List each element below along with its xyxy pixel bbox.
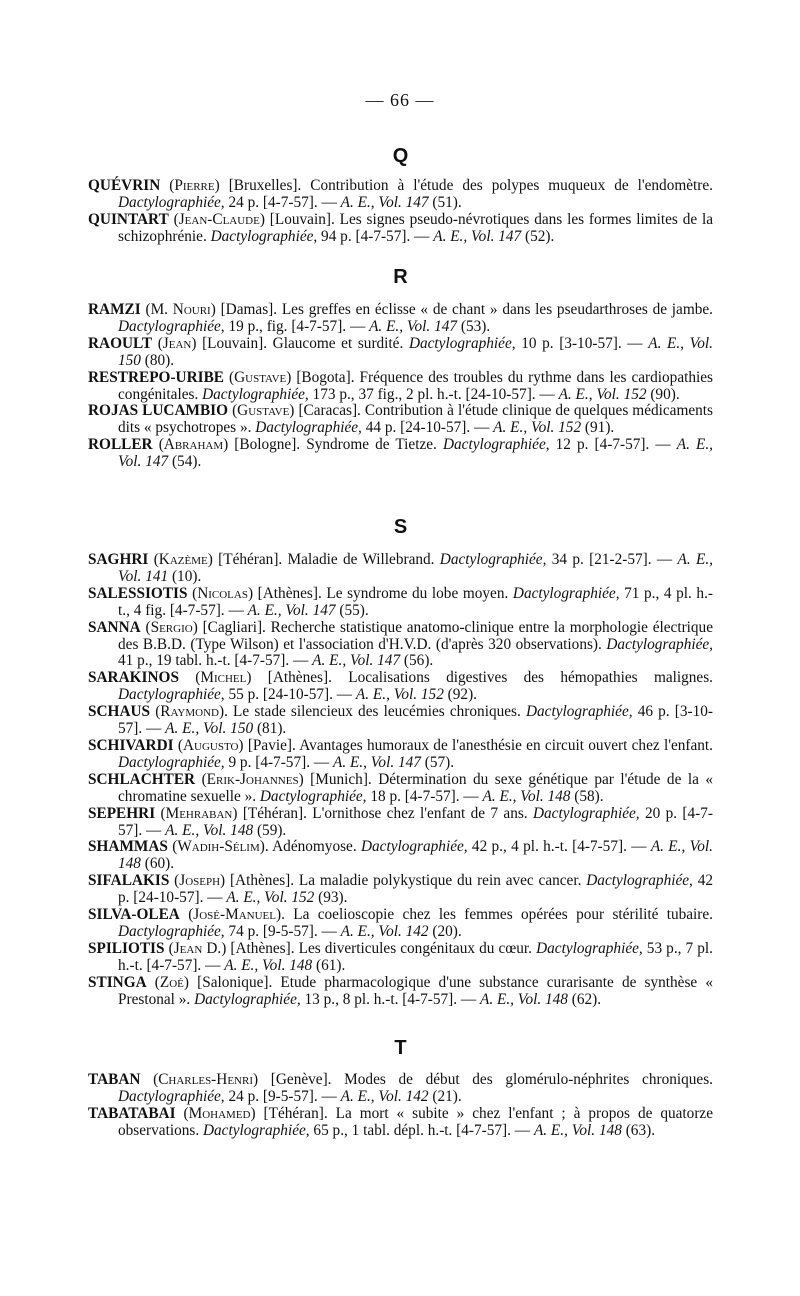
bibliography-entry: RAOULT (Jean) [Louvain]. Glaucome et surdité. Dactylographiée, 10 p. [3-10-57]. — A. E., Vol. 150 (80). [88,334,714,369]
bibliography-entry: TABAN (Charles-Henri) [Genève]. Modes de début des glomérulo-néphrites chroniques. Dactylographiée, 24 p. [9-5-57]. — A. E., Vol. 142 (21). [88,1071,713,1105]
section-s [88,516,713,539]
bibliography-entry: SARAKINOS (Michel) [Athènes]. Localisations digestives des hémopathies malignes. Dactylographiée, 55 p. [24-10-57]. — A. E., Vol. 152 (92). [88,669,713,704]
bibliography-entry: RESTREPO-URIBE (Gustave) [Bogota]. Fréquence des troubles du rythme dans les cardiopathies congénitales. Dactylographiée, 173 p., 37 fig., 2 pl. h.-t. [24-10-57]. — A. E., Vol. 152 (90). [88,368,714,403]
section-letter: S [393,516,408,538]
bibliography-entry: ROJAS LUCAMBIO (Gustave) [Caracas]. Contribution à l'étude clinique de quelques médicaments dits « psychotropes ». Dactylographiée, 44 p. [24-10-57]. — A. E., Vol. 152 (91). [88,402,714,437]
section-t [88,1037,713,1060]
bibliography-entry: SEPEHRI (Mehraban) [Téhéran]. L'ornithose chez l'enfant de 7 ans. Dactylographiée, 20 p. [4-7-57]. — A. E., Vol. 148 (59). [88,804,713,839]
page-number: — 66 — [365,90,435,110]
section-letter: R [393,266,408,288]
bibliography-entry: QUINTART (Jean-Claude) [Louvain]. Les signes pseudo-névrotiques dans les formes limites de la schizophrénie. Dactylographiée, 94 p. [4-7-57]. — A. E., Vol. 147 (52). [88,210,713,245]
section-r [88,266,713,289]
bibliography-entry: SIFALAKIS (Joseph) [Athènes]. La maladie polykystique du rein avec cancer. Dactylographiée, 42 p. [24-10-57]. — A. E., Vol. 152 (93). [88,872,713,907]
entries-s [88,552,713,1008]
entries-r [88,302,713,471]
bibliography-entry: SPILIOTIS (Jean D.) [Athènes]. Les diverticules congénitaux du cœur. Dactylographiée, 53 p., 7 pl. h.-t. [4-7-57]. — A. E., Vol. 148 (61). [88,939,713,974]
bibliography-entry: TABATABAI (Mohamed) [Téhéran]. La mort « subite » chez l'enfant ; à propos de quatorze observations. Dactylographiée, 65 p., 1 tabl. dépl. h.-t. [4-7-57]. — A. E., Vol. 148 (63). [88,1104,714,1139]
bibliography-entry: SCHAUS (Raymond). Le stade silencieux des leucémies chroniques. Dactylographiée, 46 p. [3-10-57]. — A. E., Vol. 150 (81). [88,703,713,738]
bibliography-entry: STINGA (Zoé) [Salonique]. Etude pharmacologique d'une substance curarisante de synthèse « Prestonal ». Dactylographiée, 13 p., 8 pl. h.-t. [4-7-57]. — A. E., Vol. 148 (62). [88,973,713,1008]
bibliography-entry: SILVA-OLEA (José-Manuel). La coelioscopie chez les femmes opérées pour stérilité tubaire. Dactylographiée, 74 p. [9-5-57]. — A. E., Vol. 142 (20). [88,906,714,940]
bibliography-entry: ROLLER (Abraham) [Bologne]. Syndrome de Tietze. Dactylographiée, 12 p. [4-7-57]. — A. E., Vol. 147 (54). [88,436,714,471]
bibliography-entry: SANNA (Sergio) [Cagliari]. Recherche statistique anatomo-clinique entre la morphologie électrique des B.B.D. (Type Wilson) et l'association d'H.V.D. (d'après 320 observations). Dactylographiée, 41 p., 19 tabl. h.-t. [4-7-57]. — A. E., Vol. 147 (56). [88,618,713,670]
bibliography-entry: SHAMMAS (Wadih-Sélim). Adénomyose. Dactylographiée, 42 p., 4 pl. h.-t. [4-7-57]. — A. E., Vol. 148 (60). [88,838,713,873]
bibliography-entry: SCHIVARDI (Augusto) [Pavie]. Avantages humoraux de l'anesthésie en circuit ouvert chez l'enfant. Dactylographiée, 9 p. [4-7-57]. — A. E., Vol. 147 (57). [88,736,713,771]
section-letter: T [394,1037,407,1059]
bibliography-entry: SALESSIOTIS (Nicolas) [Athènes]. Le syndrome du lobe moyen. Dactylographiée, 71 p., 4 pl. h.-t., 4 fig. [4-7-57]. — A. E., Vol. 147 (55). [88,584,713,619]
entries-t [88,1072,713,1140]
section-letter: Q [392,145,409,167]
bibliography-entry: QUÉVRIN (Pierre) [Bruxelles]. Contribution à l'étude des polypes muqueux de l'endomètre. Dactylographiée, 24 p. [4-7-57]. — A. E., Vol. 147 (51). [88,177,713,211]
bibliography-entry: SAGHRI (Kazème) [Téhéran]. Maladie de Willebrand. Dactylographiée, 34 p. [21-2-57]. — A. E., Vol. 141 (10). [88,551,713,585]
bibliography-entry: RAMZI (M. Nouri) [Damas]. Les greffes en éclisse « de chant » dans les pseudarthroses de jambe. Dactylographiée, 19 p., fig. [4-7-57]. — A. E., Vol. 147 (53). [88,301,714,335]
bibliography-entry: SCHLACHTER (Erik-Johannes) [Munich]. Détermination du sexe génétique par l'étude de la « chromatine sexuelle ». Dactylographiée, 18 p. [4-7-57]. — A. E., Vol. 148 (58). [88,770,713,805]
entries-q [88,178,713,246]
section-q [88,145,713,168]
